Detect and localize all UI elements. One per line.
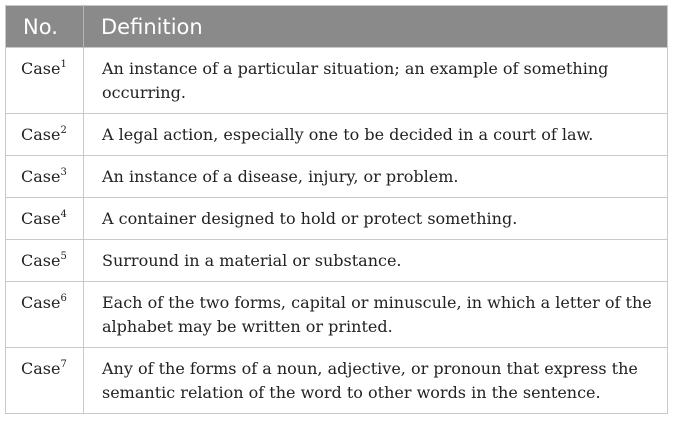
definition-cell: Each of the two forms, capital or minuscule, in which a letter of the alphabet may be written or printed. [84,282,668,348]
definitions-table [5,5,668,414]
definition-cell: A legal action, especially one to be decided in a court of law. [84,114,668,156]
term-text: Case [21,59,61,78]
definition-cell: An instance of a disease, injury, or problem. [84,156,668,198]
row-number-cell [6,48,84,114]
definition-cell: An instance of a particular situation; an example of something occurring. [84,48,668,114]
row-number-cell [6,198,84,240]
table-row [6,282,668,348]
term-superscript: 4 [60,208,67,220]
row-number-cell [6,348,84,414]
term-superscript: 3 [60,166,67,178]
term-text: Case [21,359,61,378]
table-row [6,48,668,114]
term-superscript: 7 [60,358,67,370]
row-number-cell [6,282,84,348]
term-text: Case [21,125,61,144]
term-text: Case [21,209,61,228]
term-text: Case [21,251,61,270]
definition-cell: Any of the forms of a noun, adjective, or pronoun that express the semantic relation of the word to other words in the sentence. [84,348,668,414]
table-row [6,240,668,282]
table-header-row [6,6,668,48]
header-definition: Definition [84,6,668,48]
table-row [6,156,668,198]
table-row [6,114,668,156]
term-superscript: 6 [60,292,67,304]
row-number-cell [6,156,84,198]
term-text: Case [21,293,61,312]
term-superscript: 2 [60,124,67,136]
definition-cell: A container designed to hold or protect something. [84,198,668,240]
term-superscript: 1 [60,58,67,70]
table-row [6,348,668,414]
table-row [6,198,668,240]
term-superscript: 5 [60,250,67,262]
term-text: Case [21,167,61,186]
row-number-cell [6,114,84,156]
row-number-cell [6,240,84,282]
definition-cell: Surround in a material or substance. [84,240,668,282]
header-no: No. [6,6,84,48]
